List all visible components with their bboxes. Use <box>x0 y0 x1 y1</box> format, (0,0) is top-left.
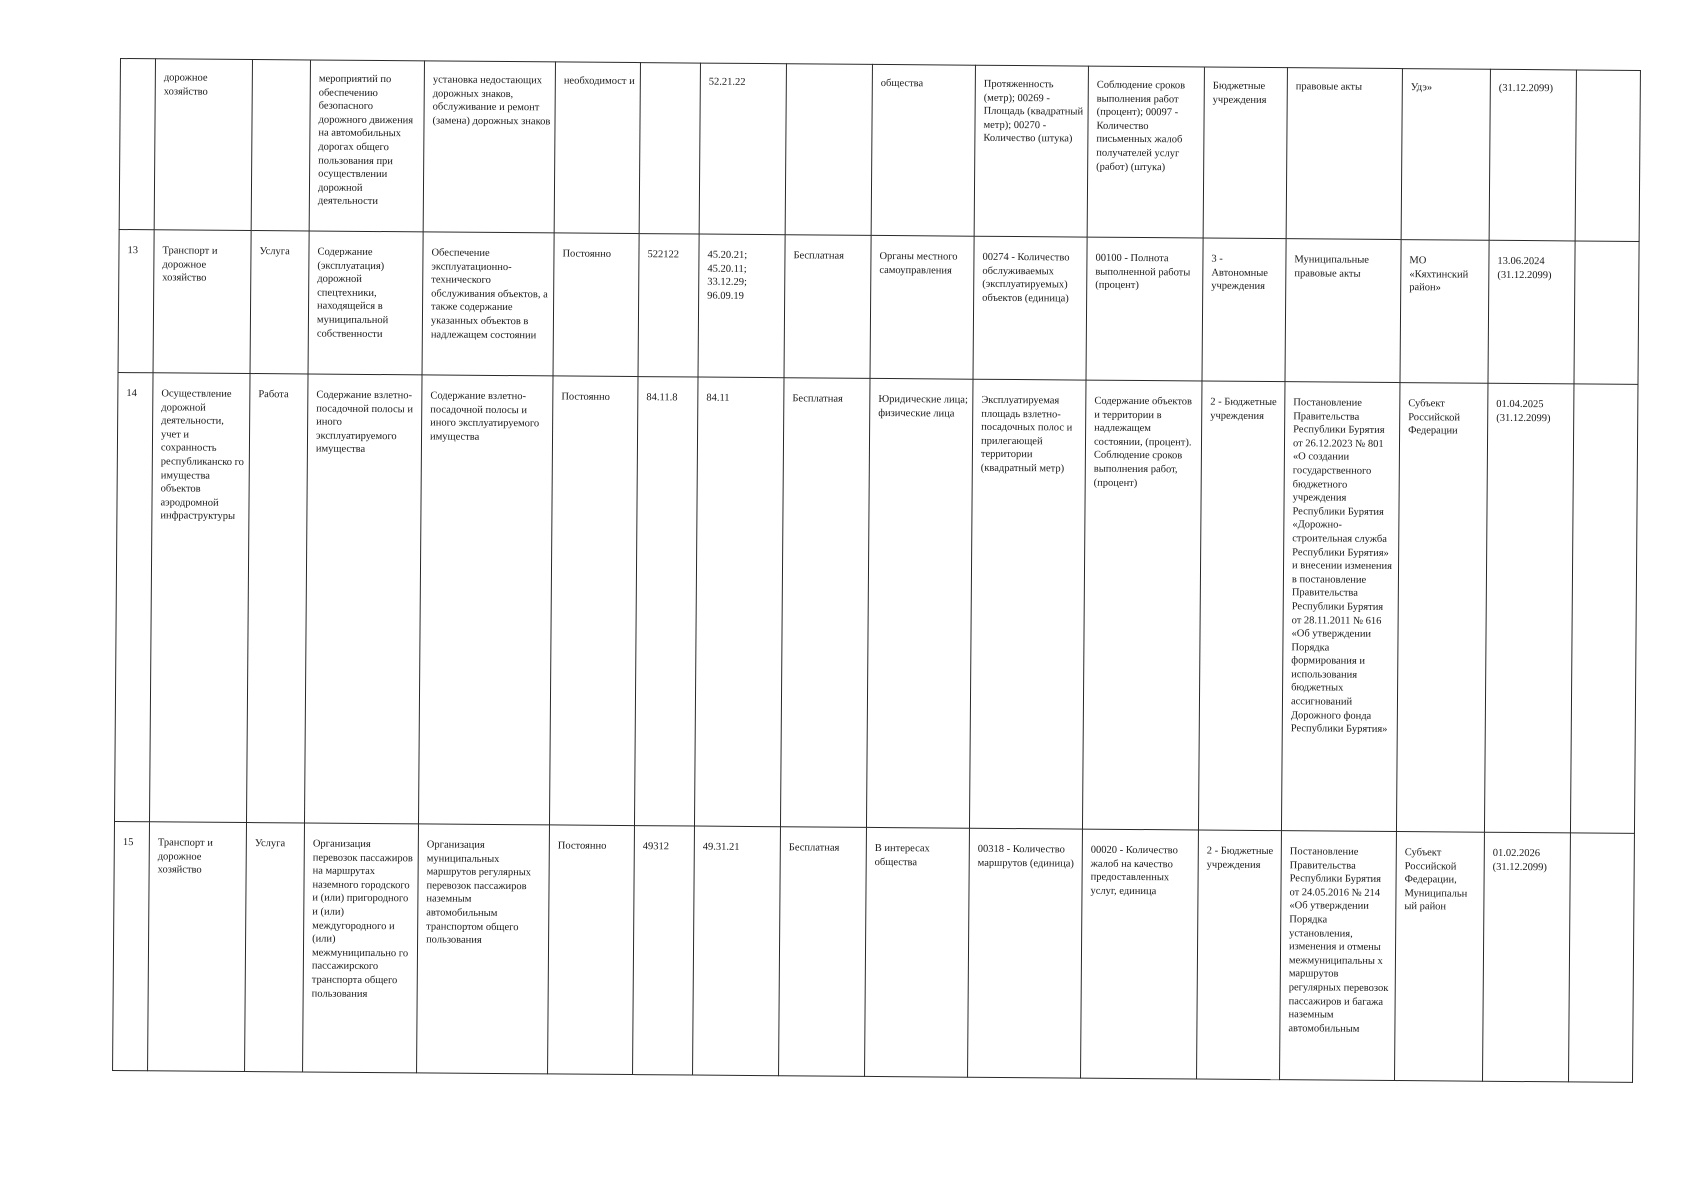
okved-code: 49.31.21 <box>693 826 781 1076</box>
item-name: Содержание (эксплуатация) дорожной спецтехники, находящейся в муниципальной собственности <box>308 231 423 375</box>
item-type: Услуга <box>250 231 309 374</box>
founder: Субъект Российской Федерации <box>1396 383 1488 833</box>
table-row <box>115 372 1638 833</box>
volume-indicator: Протяженность (метр); 00269 - Площадь (квадратный метр); 00270 - Количество (штука) <box>974 65 1088 237</box>
okved-code: 45.20.21; 45.20.11; 33.12.29; 96.09.19 <box>698 234 785 378</box>
registry-table <box>112 58 1641 1083</box>
empty-cell <box>1570 384 1638 833</box>
inclusion-date: 13.06.2024 (31.12.2099) <box>1488 240 1575 384</box>
volume-indicator: 00274 - Количество обслуживаемых (эксплуатируемых) объектов (единица) <box>973 236 1087 380</box>
row-number: 14 <box>115 372 154 821</box>
table-row <box>113 821 1635 1082</box>
row-number: 15 <box>113 821 150 1070</box>
item-code: 84.11.8 <box>634 377 698 826</box>
founder: МО «Кяхтинский район» <box>1400 240 1489 384</box>
institution-type: 2 - Бюджетные учреждения <box>1197 830 1282 1080</box>
payment-type: Бесплатная <box>780 378 870 828</box>
legal-acts: правовые акты <box>1286 68 1402 240</box>
activity-sphere: Транспорт и дорожное хозяйство <box>153 230 251 374</box>
okved-code: 52.21.22 <box>699 63 786 235</box>
provision-condition: Постоянно <box>549 376 638 826</box>
founder: Удэ» <box>1401 69 1490 241</box>
empty-cell <box>1575 70 1640 241</box>
item-content: Содержание взлетно-посадочной полосы и иного эксплуатируемого имущества <box>418 375 553 825</box>
row-number <box>119 59 155 230</box>
item-type: Услуга <box>245 823 305 1072</box>
item-content: Обеспечение эксплуатационно-технического обслуживания объектов, а также содержание указанных объектов в надлежащем состоянии <box>422 232 554 376</box>
institution-type: 3 - Автономные учреждения <box>1202 238 1286 382</box>
item-name: Содержание взлетно-посадочной полосы и иного эксплуатируемого имущества <box>304 374 422 824</box>
quality-indicator: Содержание объектов и территории в надлежащем состоянии, (процент). Соблюдение сроков выполнения работ, (процент) <box>1082 380 1202 830</box>
provision-condition: Постоянно <box>553 233 639 377</box>
item-code <box>639 63 700 234</box>
inclusion-date: 01.04.2025 (31.12.2099) <box>1484 383 1574 833</box>
table-row <box>119 59 1640 242</box>
consumer-category: Органы местного самоуправления <box>870 235 974 379</box>
legal-acts: Постановление Правительства Республики Бурятия от 26.12.2023 № 801 «О создании государственного бюджетного учреждения Республики Бурятия «Дорожно-строительная служба Республики Бурятия» и внесении изменения в постановление Правительства Республики Бурятия от 28.11.2011 № 616 «Об утверждении Порядка формирования и использования бюджетных ассигнований Дорожного фонда Республики Бурятия» <box>1281 382 1400 832</box>
payment-type: Бесплатная <box>779 827 867 1077</box>
consumer-category: Юридические лица; физические лица <box>866 378 973 828</box>
item-type: Работа <box>246 374 308 823</box>
okved-code: 84.11 <box>694 377 784 827</box>
empty-cell <box>1569 833 1635 1082</box>
provision-condition: необходимост и <box>554 62 640 234</box>
item-code: 49312 <box>633 826 695 1075</box>
volume-indicator: Эксплуатируемая площадь взлетно-посадочных полос и прилегающей территории (квадратный метр) <box>969 379 1086 829</box>
payment-type <box>785 64 872 236</box>
provision-condition: Постоянно <box>548 825 635 1075</box>
payment-type: Бесплатная <box>784 235 871 379</box>
quality-indicator: 00020 - Количество жалоб на качество предоставленных услуг, единица <box>1081 829 1199 1079</box>
quality-indicator: Соблюдение сроков выполнения работ (процент); 00097 - Количество письменных жалоб получателей услуг (работ) (штука) <box>1087 66 1204 238</box>
activity-sphere: Осуществление дорожной деятельности, учет и сохранность республиканско го имущества объектов аэродромной инфраструктуры <box>150 373 251 823</box>
founder: Субъект Российской Федерации, Муниципальн ый район <box>1395 832 1485 1082</box>
empty-cell <box>1574 241 1639 384</box>
institution-type: 2 - Бюджетные учреждения <box>1198 381 1285 831</box>
table-row <box>118 229 1639 384</box>
consumer-category: общества <box>871 64 975 236</box>
item-name: Организация перевозок пассажиров на маршрутах наземного городского и (или) пригородного и (или) междугородного и (или) межмуниципально го пассажирского транспорта общего пользования <box>303 823 419 1073</box>
legal-acts: Муниципальные правовые акты <box>1285 239 1401 383</box>
quality-indicator: 00100 - Полнота выполненной работы (процент) <box>1086 237 1203 381</box>
item-type <box>251 60 310 231</box>
consumer-category: В интересах общества <box>865 827 970 1077</box>
registry-sheet <box>112 58 1641 1083</box>
item-content: Организация муниципальных маршрутов регулярных перевозок пассажиров наземным автомобильным транспортом общего пользования <box>417 824 550 1074</box>
activity-sphere: дорожное хозяйство <box>154 59 252 231</box>
row-number: 13 <box>118 229 154 372</box>
item-content: установка недостающих дорожных знаков, обслуживание и ремонт (замена) дорожных знаков <box>423 61 555 233</box>
inclusion-date: 01.02.2026 (31.12.2099) <box>1483 832 1571 1082</box>
inclusion-date: (31.12.2099) <box>1489 69 1576 241</box>
item-name: мероприятий по обеспечению безопасного дорожного движения на автомобильных дорогах общего пользования при осуществлении дорожной деятельности <box>309 60 424 232</box>
activity-sphere: Транспорт и дорожное хозяйство <box>148 822 247 1072</box>
legal-acts: Постановление Правительства Республики Бурятия от 24.05.2016 № 214 «Об утверждении Порядка установления, изменения и отмены межмуниципальны х маршрутов регулярных перевозок пассажиров и багажа наземным автомобильным <box>1280 831 1397 1081</box>
volume-indicator: 00318 - Количество маршрутов (единица) <box>968 828 1083 1078</box>
item-code: 522122 <box>638 234 699 377</box>
institution-type: Бюджетные учреждения <box>1203 67 1287 239</box>
